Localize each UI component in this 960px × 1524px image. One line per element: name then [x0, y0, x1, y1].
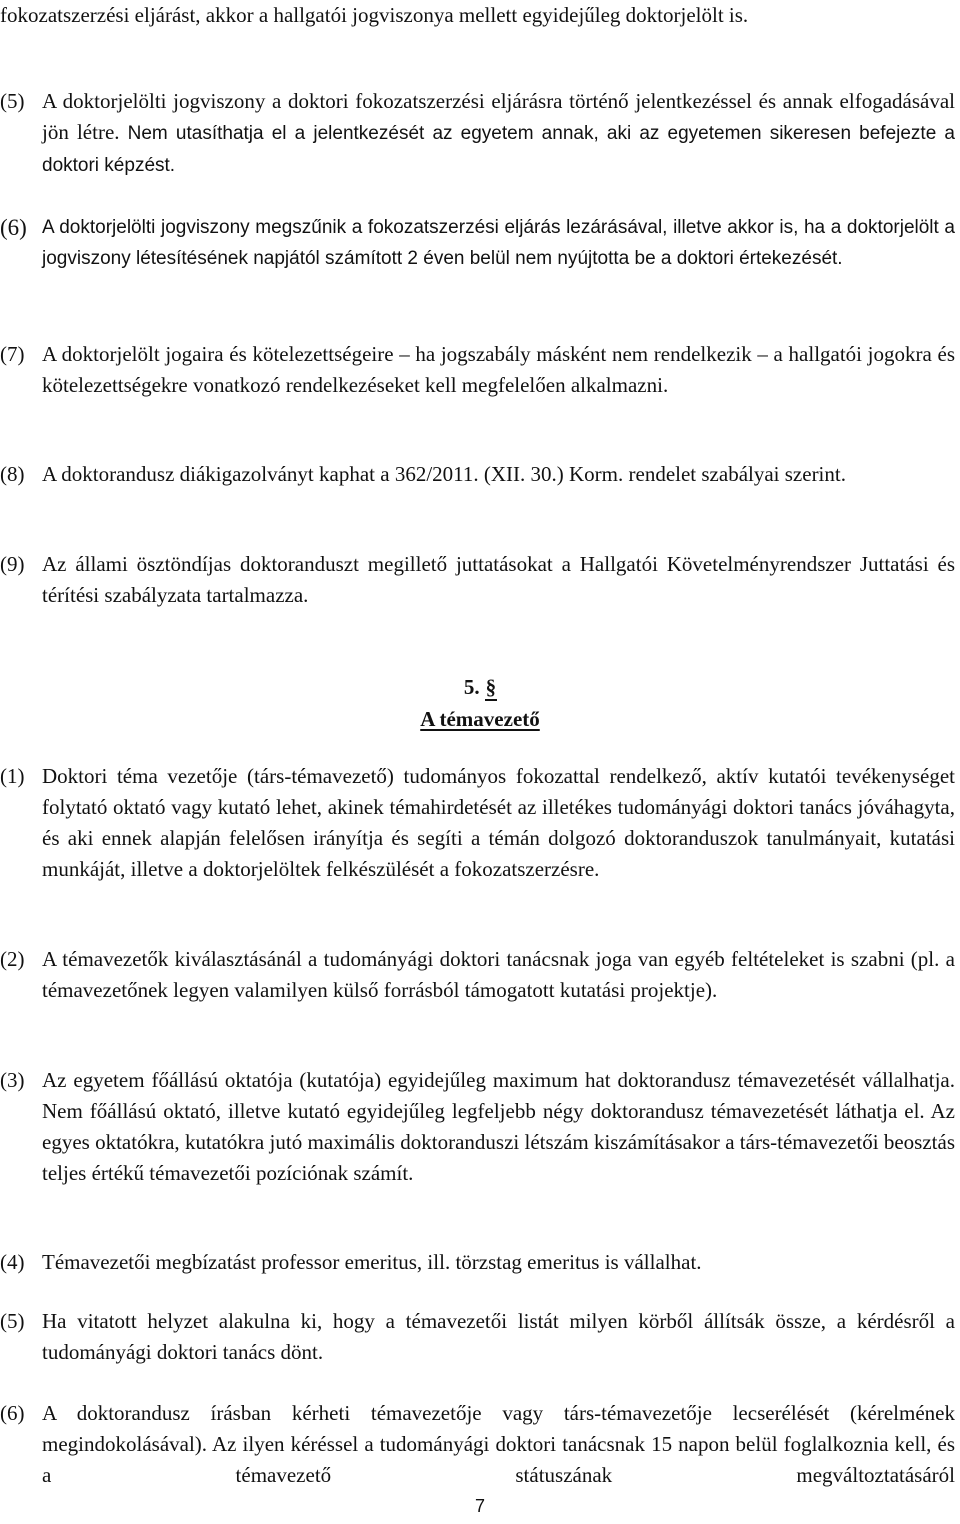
section-number-text: 5. [463, 675, 480, 699]
section-paragraph-5 [0, 1306, 955, 1368]
paragraph-text: Az egyetem főállású oktatója (kutatója) egyidejűleg maximum hat doktorandusz témavezetését vállalhatja. Nem főállású oktató, illetve kutató egyidejűleg legfeljebb négy doktorandusz témavezetését láthatja el. Az egyes oktatókra, kutatókra jutó maximális doktoranduszi létszám kiszámításakor a társ-témavezetői beosztás teljes értékű témavezetői pozíciónak számít. [42, 1068, 955, 1185]
paragraph-text: Témavezetői megbízatást professor emeritus, ill. törzstag emeritus is vállalhat. [42, 1250, 702, 1274]
paragraph-number: (6) [0, 1401, 25, 1425]
paragraph-number: (7) [0, 342, 25, 366]
paragraph-text: Ha vitatott helyzet alakulna ki, hogy a témavezetői listát milyen körből állítsák össze, a kérdésről a tudományági doktori tanács dönt. [42, 1309, 955, 1364]
continued-paragraph [0, 0, 955, 31]
paragraph-5 [0, 86, 955, 181]
paragraph-number: (9) [0, 552, 25, 576]
paragraph-text: Az állami ösztöndíjas doktoranduszt megillető juttatásokat a Hallgatói Követelményrendszer Juttatási és térítési szabályzata tartalmazza. [42, 552, 955, 607]
paragraph-7 [0, 339, 955, 401]
paragraph-text: A doktorjelölt jogaira és kötelezettségeire – ha jogszabály másként nem rendelkezik – a hallgatói jogokra és kötelezettségekre vonatkozó rendelkezéseket kell megfelelően alkalmazni. [42, 342, 955, 397]
paragraph-text [42, 86, 955, 181]
paragraph-text: A doktorandusz diákigazolványt kaphat a 362/2011. (XII. 30.) Korm. rendelet szabályai szerint. [42, 462, 846, 486]
section-paragraph-4 [0, 1247, 955, 1278]
paragraph-text: A doktorandusz írásban kérheti témavezetője vagy társ-témavezetője lecserélését (kérelmének megindokolásával). Az ilyen kéréssel a tudományági doktori tanácsnak 15 napon belül foglalkoznia kell, és a témavezető státuszának megváltoztatásáról [42, 1401, 955, 1487]
paragraph-number: (4) [0, 1250, 25, 1274]
page-number: 7 [474, 1496, 485, 1516]
paragraph-text-serif: A doktorjelölti jogviszony a doktori fokozatszerzési eljárásra történő jelentkezéssel és annak elfogadásával jön létre. [42, 89, 955, 144]
paragraph-9 [0, 549, 955, 611]
section-number [0, 672, 960, 703]
section-paragraph-3 [0, 1065, 955, 1189]
paragraph-number: (3) [0, 1068, 25, 1092]
section-paragraph-1 [0, 761, 955, 885]
paragraph-text: A témavezetők kiválasztásánál a tudományági doktori tanácsnak joga van egyéb feltételeket is szabni (pl. a témavezetőnek legyen valamilyen külső forrásból támogatott kutatási projektje). [42, 947, 955, 1002]
paragraph-number: (2) [0, 947, 25, 971]
paragraph-text: A doktorjelölti jogviszony megszűnik a fokozatszerzési eljárás lezárásával, illetve akkor is, ha a doktorjelölt a jogviszony létesítésének napjától számított 2 éven belül nem nyújtotta be a doktori értekezését. [42, 217, 955, 269]
paragraph-number: (5) [0, 1309, 25, 1333]
section-symbol: § [486, 672, 497, 703]
paragraph-number: (1) [0, 764, 25, 788]
continued-text: fokozatszerzési eljárást, akkor a hallgatói jogviszonya mellett egyidejűleg doktorjelölt is. [0, 3, 749, 27]
paragraph-text-sans: Nem utasíthatja el a jelentkezését az egyetem annak, aki az egyetemen sikeresen befejezte a doktori képzést. [42, 123, 956, 176]
paragraph-text: Doktori téma vezetője (társ-témavezető) tudományos fokozattal rendelkező, aktív kutatói tevékenységet folytató oktató vagy kutató lehet, akinek témahirdetését az illetékes tudományági doktori tanács jóváhagyta, és aki ennek alapján felelősen irányítja és segíti a témán dolgozó doktoranduszok tanulmányait, kutatási munkáját, illetve a doktorjelöltek felkészülését a fokozatszerzésre. [42, 764, 955, 881]
section-title-text: A témavezető [420, 707, 540, 731]
section-paragraph-2 [0, 944, 955, 1006]
section-paragraph-6 [0, 1398, 955, 1491]
paragraph-number: (5) [0, 89, 25, 113]
paragraph-8 [0, 459, 955, 490]
paragraph-number: (6) [0, 215, 27, 240]
section-title [0, 704, 960, 735]
paragraph-number: (8) [0, 462, 25, 486]
paragraph-6 [0, 212, 955, 274]
